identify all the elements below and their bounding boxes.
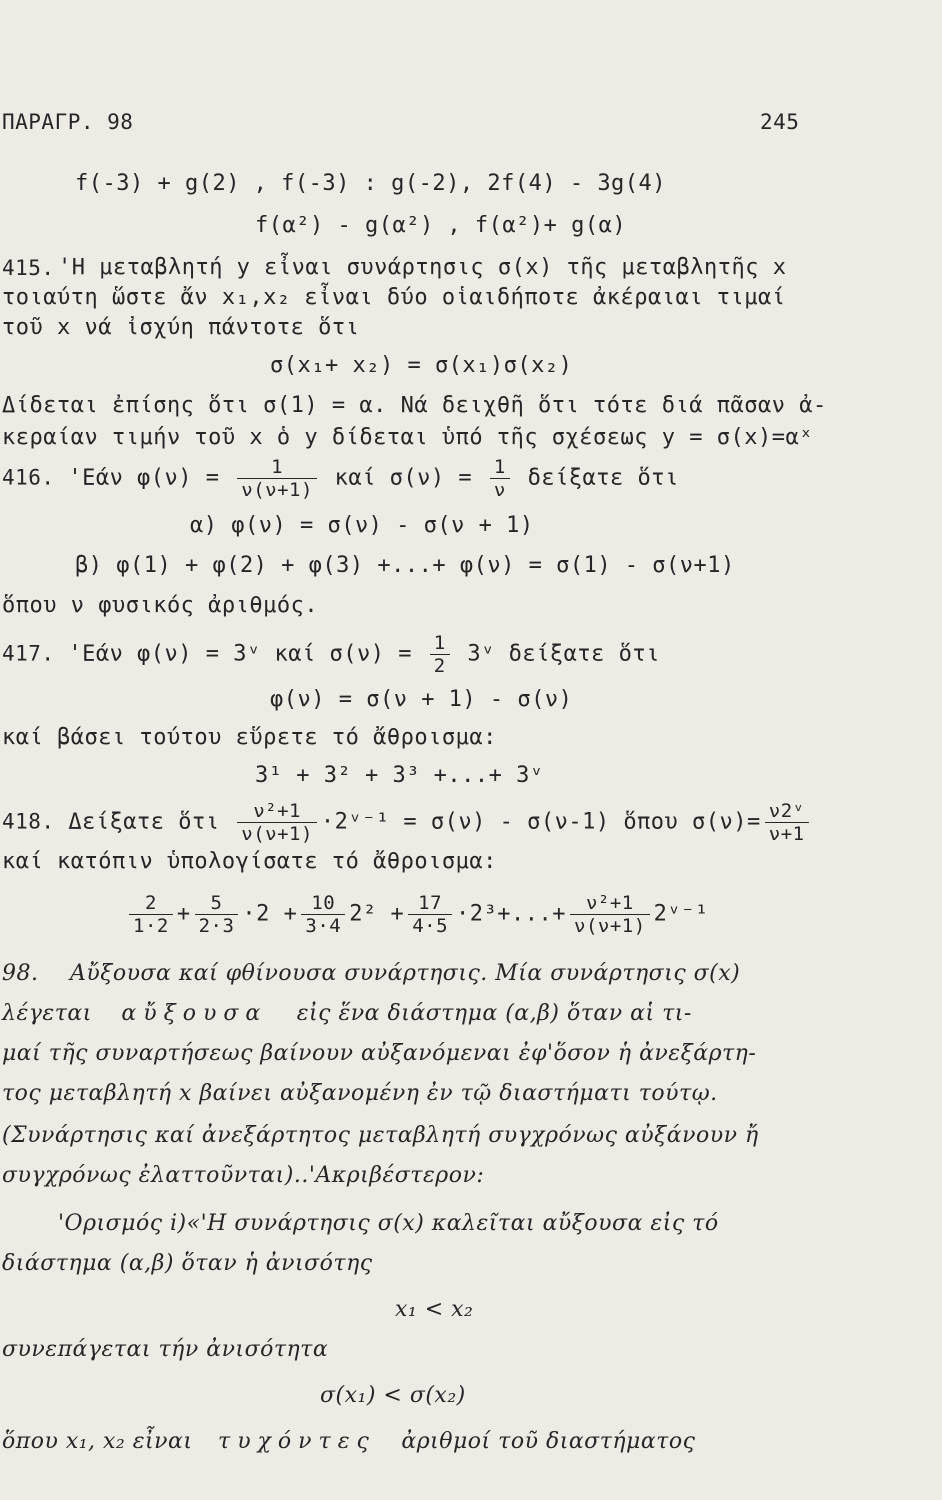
text-line: καί κατόπιν ὑπολογίσατε τό ἄθροισμα: — [2, 849, 497, 874]
text-line: καί βάσει τούτου εὕρετε τό ἄθροισμα: — [2, 725, 497, 750]
fraction — [490, 456, 510, 501]
denominator: ν(ν+1) — [241, 479, 313, 501]
term: ·2³+...+ — [456, 901, 566, 927]
term: ·2 + — [242, 901, 298, 927]
term: 2² + — [349, 901, 405, 927]
text-line: (Συνάρτησις καί ἀνεξάρτητος μεταβλητή συγχρόνως αὐξάνουν ἤ — [2, 1123, 759, 1148]
text: 'Εάν φ(ν) = — [68, 465, 220, 491]
fraction — [765, 800, 809, 845]
text-line: κεραίαν τιμήν τοῦ x ὁ y δίδεται ὑπό τῆς σχέσεως y = σ(x)=αˣ — [2, 425, 813, 450]
equation-alpha: α) φ(ν) = σ(ν) - σ(ν + 1) — [190, 513, 534, 538]
text-line — [2, 1428, 695, 1456]
fraction — [237, 800, 317, 845]
page-number: 245 — [760, 110, 800, 134]
sum-expression: 3¹ + 3² + 3³ +...+ 3ᵛ — [255, 763, 544, 788]
section-number-98: 98. — [2, 961, 39, 986]
fraction — [430, 632, 450, 677]
numerator: ν²+1 — [570, 892, 650, 915]
denominator: 2·3 — [198, 915, 235, 937]
series-sum — [125, 892, 709, 937]
definition-line: 'Ορισμός i)«'Η συνάρτησις σ(x) καλεῖται αὔξουσα εἰς τό — [58, 1211, 719, 1236]
spaced-term: αὔξουσα — [121, 1001, 268, 1026]
text-line: τοιαύτη ὥστε ἄν x₁,x₂ εἶναι δύο οἱαιδήποτε ἀκέραιαι τιμαί — [2, 285, 786, 310]
text: ·2ᵛ⁻¹ = σ(ν) - σ(ν-1) ὅπου σ(ν)= — [320, 809, 761, 835]
text-line: 'Η μεταβλητή y εἶναι συνάρτησις σ(x) τῆς μεταβλητῆς x — [58, 255, 787, 280]
text-line: συγχρόνως ἐλαττοῦνται)..'Ακριβέστερον: — [2, 1163, 485, 1188]
text-line: μαί τῆς συναρτήσεως βαίνουν αὐξανόμεναι ἐφ'ὅσον ἡ ἀνεξάρτη- — [2, 1041, 757, 1066]
exercise-number-417: 417. — [2, 641, 55, 666]
fraction — [570, 892, 650, 937]
text-line: Δίδεται ἐπίσης ὅτι σ(1) = α. Νά δειχθῆ ὅτι τότε διά πᾶσαν ἀ- — [2, 393, 827, 418]
plus: + — [176, 901, 191, 927]
exercise-number-418: 418. — [2, 809, 55, 834]
denominator: 1·2 — [133, 915, 169, 937]
text: λέγεται — [2, 1001, 92, 1026]
text-line: τος μεταβλητή x βαίνει αὐξανομένη ἐν τῷ διαστήματι τούτῳ. — [2, 1081, 718, 1106]
exercise-418-statement — [2, 800, 813, 845]
text-line: συνεπάγεται τήν ἀνισότητα — [2, 1337, 329, 1362]
equation-beta: β) φ(1) + φ(2) + φ(3) +...+ φ(ν) = σ(1) - σ(ν+1) — [75, 553, 735, 578]
text-line: ὅπου ν φυσικός ἀριθμός. — [2, 593, 319, 618]
text-line: τοῦ x νά ἰσχύη πάντοτε ὅτι — [2, 315, 360, 340]
denominator: ν(ν+1) — [574, 915, 646, 937]
text: Δείξατε ὅτι — [68, 809, 220, 835]
text: εἰς ἕνα διάστημα (α,β) ὅταν αἱ τι- — [296, 1001, 692, 1026]
fraction — [129, 892, 173, 937]
equation: φ(ν) = σ(ν + 1) - σ(ν) — [270, 687, 573, 712]
numerator: 2 — [129, 892, 173, 915]
term: 2ᵛ⁻¹ — [653, 901, 709, 927]
fraction — [301, 892, 345, 937]
section-title-line: Αὔξουσα καί φθίνουσα συνάρτησις. Μία συνάρτησις σ(x) — [70, 961, 741, 986]
numerator: 5 — [195, 892, 239, 915]
exercise-number-415: 415. — [2, 256, 55, 280]
text: ὅπου x₁, x₂ εἶναι — [2, 1429, 193, 1454]
fraction — [408, 892, 452, 937]
denominator: ν — [493, 479, 506, 501]
text: ἀριθμοί τοῦ διαστήματος — [401, 1429, 696, 1454]
numerator: 1 — [237, 456, 317, 479]
spaced-term: τυχόντες — [218, 1429, 376, 1454]
numerator: ν2ᵛ — [765, 800, 809, 823]
numerator: 1 — [430, 632, 450, 655]
text-line — [2, 1000, 692, 1028]
numerator: ν²+1 — [237, 800, 317, 823]
fraction — [237, 456, 317, 501]
fraction — [195, 892, 239, 937]
text: καί σ(ν) = — [334, 465, 473, 491]
equation: σ(x₁+ x₂) = σ(x₁)σ(x₂) — [270, 353, 573, 378]
text: 'Εάν φ(ν) = 3ᵛ καί σ(ν) = — [68, 641, 412, 667]
numerator: 17 — [408, 892, 452, 915]
denominator: ν(ν+1) — [241, 823, 313, 845]
inequality: x₁ < x₂ — [395, 1297, 474, 1322]
denominator: ν+1 — [768, 823, 805, 845]
inequality: σ(x₁) < σ(x₂) — [320, 1383, 466, 1408]
section-header: ΠΑΡΑΓΡ. 98 — [2, 110, 134, 134]
expression-line-2: f(α²) - g(α²) , f(α²)+ g(α) — [255, 213, 627, 238]
numerator: 10 — [301, 892, 345, 915]
expression-line-1: f(-3) + g(2) , f(-3) : g(-2), 2f(4) - 3g(4) — [75, 171, 667, 196]
denominator: 2 — [433, 655, 446, 677]
exercise-417-statement — [2, 632, 660, 677]
text: 3ᵛ δείξατε ὅτι — [467, 641, 660, 667]
numerator: 1 — [490, 456, 510, 479]
denominator: 3·4 — [305, 915, 342, 937]
text-line: διάστημα (α,β) ὅταν ἡ ἀνισότης — [2, 1251, 373, 1276]
denominator: 4·5 — [412, 915, 449, 937]
exercise-416-statement — [2, 456, 679, 501]
text: δείξατε ὅτι — [527, 465, 679, 491]
exercise-number-416: 416. — [2, 465, 55, 490]
